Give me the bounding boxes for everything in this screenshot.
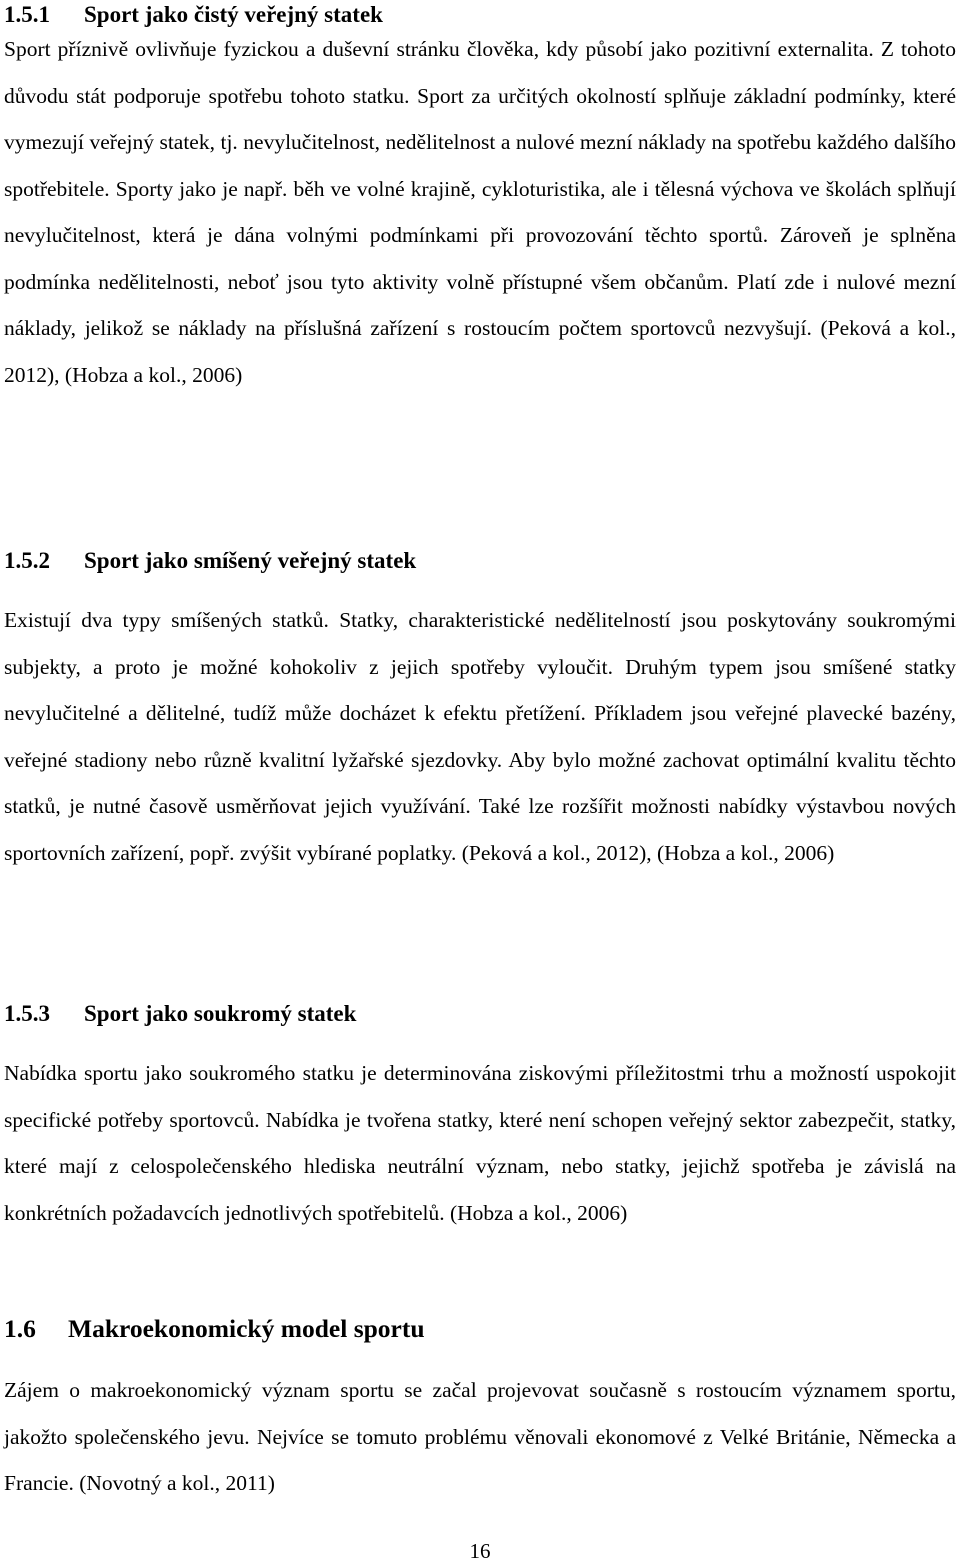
section-number: 1.6: [4, 1314, 36, 1343]
section-number: 1.5.1: [4, 2, 50, 27]
section-title: Sport jako čistý veřejný statek: [84, 2, 383, 27]
section-body: Nabídka sportu jako soukromého statku je determinována ziskovými příležitostmi trhu a možností uspokojit specifické potřeby sportovců. Nabídka je tvořena statky, které není schopen veřejný sektor zabezpečit, statky, které mají z celospolečenského hlediska neutrální význam, nebo statky, jejichž spotřeba je závislá na konkrétních požadavcích jednotlivých spotřebitelů. (Hobza a kol., 2006): [4, 1061, 956, 1225]
section-heading: [4, 1000, 356, 1028]
section-number: 1.5.3: [4, 1001, 50, 1026]
section-heading: [4, 547, 416, 575]
page-number: 16: [469, 1539, 491, 1563]
section-heading: [4, 1, 383, 29]
section-title: Makroekonomický model sportu: [68, 1314, 425, 1343]
section-heading: [4, 1313, 425, 1345]
section-title: Sport jako smíšený veřejný statek: [84, 548, 417, 573]
section-title: Sport jako soukromý statek: [84, 1001, 357, 1026]
section-number: 1.5.2: [4, 548, 50, 573]
section-body: Existují dva typy smíšených statků. Statky, charakteristické nedělitelností jsou poskytovány soukromými subjekty, a proto je možné kohokoliv z jejich spotřeby vyloučit. Druhým typem jsou smíšené statky nevylučitelné a dělitelné, tudíž může docházet k efektu přetížení. Příkladem jsou veřejné plavecké bazény, veřejné stadiony nebo různě kvalitní lyžařské sjezdovky. Aby bylo možné zachovat optimální kvalitu těchto statků, je nutné časově usměrňovat jejich využívání. Také lze rozšířit možnosti nabídky výstavbou nových sportovních zařízení, popř. zvýšit vybírané poplatky. (Peková a kol., 2012), (Hobza a kol., 2006): [4, 608, 956, 865]
section-body: Zájem o makroekonomický význam sportu se začal projevovat současně s rostoucím významem sportu, jakožto společenského jevu. Nejvíce se tomuto problému věnovali ekonomové z Velké Británie, Německa a Francie. (Novotný a kol., 2011): [4, 1378, 956, 1495]
section-body: Sport příznivě ovlivňuje fyzickou a duševní stránku člověka, kdy působí jako pozitivní externalita. Z tohoto důvodu stát podporuje spotřebu tohoto statku. Sport za určitých okolností splňuje základní podmínky, které vymezují veřejný statek, tj. nevylučitelnost, nedělitelnost a nulové mezní náklady na spotřebu každého dalšího spotřebitele. Sporty jako je např. běh ve volné krajině, cykloturistika, ale i tělesná výchova ve školách splňují nevylučitelnost, která je dána volnými podmínkami při provozování těchto sportů. Zároveň je splněna podmínka nedělitelnosti, neboť jsou tyto aktivity volně přístupné všem občanům. Platí zde i nulové mezní náklady, jelikož se náklady na příslušná zařízení s rostoucím počtem sportovců nezvyšují. (Peková a kol., 2012), (Hobza a kol., 2006): [4, 37, 956, 387]
